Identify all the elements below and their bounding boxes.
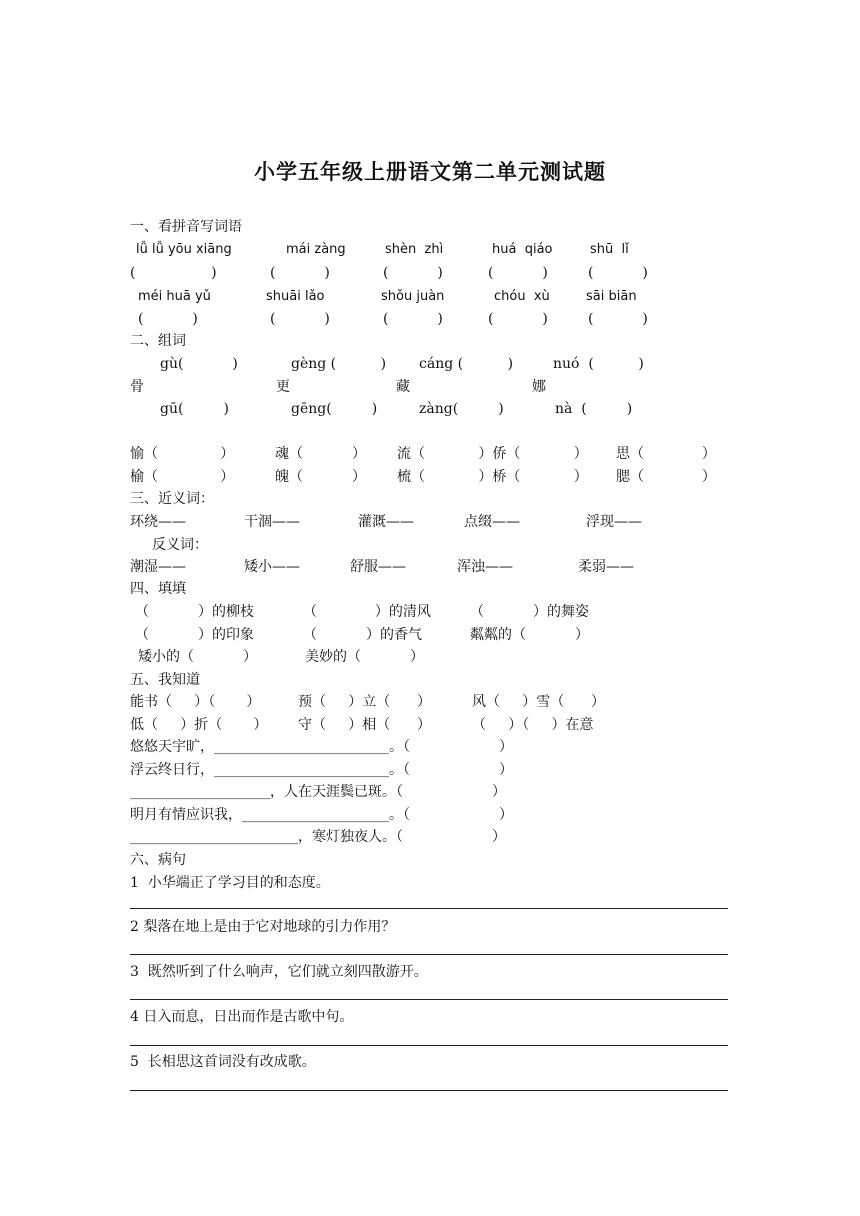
- answer-box-1-2[interactable]: ( ): [270, 265, 330, 281]
- idiom-2-1[interactable]: 低（ ）折（ ）: [130, 717, 268, 733]
- answer-box-2-2[interactable]: ( ): [270, 311, 330, 327]
- poem-line-4[interactable]: 明月有情应识我，_____________________。（ ）: [130, 807, 514, 823]
- answer-box-2-5[interactable]: ( ): [588, 311, 648, 327]
- zuci-a-3[interactable]: cáng ( ): [419, 356, 514, 372]
- zuci-c-4[interactable]: 思（ ）: [616, 446, 716, 462]
- idiom-1-3[interactable]: 风（ ）雪（ ）: [472, 694, 605, 710]
- zuci-c-1[interactable]: 愉（ ）: [130, 446, 235, 462]
- fill-3-2[interactable]: 美妙的（ ）: [305, 649, 424, 665]
- pinyin-2-5: sāi biān: [586, 289, 637, 304]
- zuci-a-2[interactable]: gèng ( ): [291, 356, 387, 372]
- answer-line-4[interactable]: [130, 1045, 728, 1046]
- synonym-1[interactable]: 环绕——: [130, 514, 186, 530]
- section-6-heading: 六、病句: [130, 852, 186, 868]
- pinyin-2-1: méi huā yǔ: [138, 289, 211, 304]
- synonym-2[interactable]: 干涸——: [244, 514, 300, 530]
- answer-box-1-5[interactable]: ( ): [588, 265, 648, 281]
- sentence-2: 2 梨落在地上是由于它对地球的引力作用？: [130, 919, 396, 935]
- antonym-heading: 反义词：: [152, 537, 208, 553]
- zuci-char-1: 骨: [130, 379, 144, 395]
- zuci-b-2[interactable]: gēng( ): [291, 401, 378, 417]
- zuci-b-4[interactable]: nà ( ): [555, 401, 633, 417]
- idiom-2-2[interactable]: 守（ ）相（ ）: [298, 717, 431, 733]
- fill-3-1[interactable]: 矮小的（ ）: [138, 649, 257, 665]
- pinyin-2-3: shǒu juàn: [381, 289, 445, 304]
- sentence-5: 5 长相思这首词没有改成歌。: [130, 1054, 316, 1070]
- zuci-a-4[interactable]: nuó ( ): [553, 356, 644, 372]
- poem-line-5[interactable]: ________________________，寒灯独夜人。（ ）: [130, 829, 507, 845]
- pinyin-1-5: shū lǐ: [590, 242, 629, 257]
- antonym-2[interactable]: 矮小——: [244, 559, 300, 575]
- zuci-d-1[interactable]: 榆（ ）: [130, 469, 235, 485]
- pinyin-1-4: huá qiáo: [492, 242, 553, 257]
- sentence-3: 3 既然听到了什么响声，它们就立刻四散游开。: [130, 964, 428, 980]
- idiom-2-3[interactable]: （ ）（ ）在意: [472, 717, 594, 733]
- pinyin-2-2: shuāi lǎo: [266, 289, 325, 304]
- antonym-4[interactable]: 浑浊——: [457, 559, 513, 575]
- zuci-b-3[interactable]: zàng( ): [419, 401, 504, 417]
- fill-1-1[interactable]: （ ）的柳枝: [135, 604, 254, 620]
- section-1-heading: 一、看拼音写词语: [130, 219, 242, 235]
- answer-box-2-4[interactable]: ( ): [488, 311, 548, 327]
- zuci-b-1[interactable]: gū( ): [160, 401, 229, 417]
- answer-box-1-3[interactable]: ( ): [383, 265, 443, 281]
- answer-line-3[interactable]: [130, 999, 728, 1000]
- idiom-1-1[interactable]: 能书（ ）（ ）: [130, 694, 261, 710]
- antonym-1[interactable]: 潮湿——: [130, 559, 186, 575]
- section-4-heading: 四、填填: [130, 581, 186, 597]
- answer-line-2[interactable]: [130, 954, 728, 955]
- pinyin-1-1: lǚ lǚ yōu xiāng: [136, 242, 232, 257]
- pinyin-1-2: mái zàng: [286, 242, 346, 257]
- zuci-c-2[interactable]: 魂（ ）: [275, 446, 366, 462]
- zuci-char-3: 藏: [396, 379, 410, 395]
- sentence-4: 4 日入而息，日出而作是古歌中句。: [130, 1009, 354, 1025]
- zuci-d-4[interactable]: 腮（ ）: [616, 469, 716, 485]
- poem-line-2[interactable]: 浮云终日行，_________________________。（ ）: [130, 762, 514, 778]
- zuci-d-3[interactable]: 梳（ ）桥（ ）: [397, 469, 588, 485]
- zuci-c-3[interactable]: 流（ ）侨（ ）: [397, 446, 588, 462]
- zuci-a-1[interactable]: gù( ): [160, 356, 238, 372]
- page-title: 小学五年级上册语文第二单元测试题: [254, 160, 606, 184]
- poem-line-3[interactable]: ____________________，人在天涯鬓已斑。（ ）: [130, 784, 507, 800]
- fill-1-3[interactable]: （ ）的舞姿: [470, 604, 589, 620]
- fill-2-2[interactable]: （ ）的香气: [303, 627, 422, 643]
- pinyin-1-3: shèn zhì: [385, 242, 444, 257]
- answer-line-5[interactable]: [130, 1090, 728, 1091]
- answer-box-2-1[interactable]: ( ): [138, 311, 198, 327]
- section-5-heading: 五、我知道: [130, 672, 200, 688]
- fill-2-3[interactable]: 粼粼的（ ）: [470, 627, 589, 643]
- pinyin-2-4: chóu xù: [494, 289, 550, 304]
- fill-2-1[interactable]: （ ）的印象: [135, 627, 254, 643]
- sentence-1: 1 小华端正了学习目的和态度。: [130, 875, 330, 891]
- answer-box-2-3[interactable]: ( ): [383, 311, 443, 327]
- synonym-4[interactable]: 点缀——: [464, 514, 520, 530]
- synonym-3[interactable]: 灌溉——: [358, 514, 414, 530]
- zuci-d-2[interactable]: 魄（ ）: [275, 469, 366, 485]
- answer-line-1[interactable]: [130, 908, 728, 909]
- fill-1-2[interactable]: （ ）的清风: [303, 604, 431, 620]
- antonym-3[interactable]: 舒服——: [350, 559, 406, 575]
- answer-box-1-4[interactable]: ( ): [488, 265, 548, 281]
- answer-box-1-1[interactable]: ( ): [130, 265, 217, 281]
- zuci-char-2: 更: [276, 379, 290, 395]
- section-3-heading: 三、近义词：: [130, 491, 214, 507]
- zuci-char-4: 娜: [532, 379, 546, 395]
- poem-line-1[interactable]: 悠悠天宇旷，_________________________。（ ）: [130, 739, 514, 755]
- synonym-5[interactable]: 浮现——: [586, 514, 642, 530]
- section-2-heading: 二、组词: [130, 333, 186, 349]
- idiom-1-2[interactable]: 预（ ）立（ ）: [298, 694, 431, 710]
- antonym-5[interactable]: 柔弱——: [578, 559, 634, 575]
